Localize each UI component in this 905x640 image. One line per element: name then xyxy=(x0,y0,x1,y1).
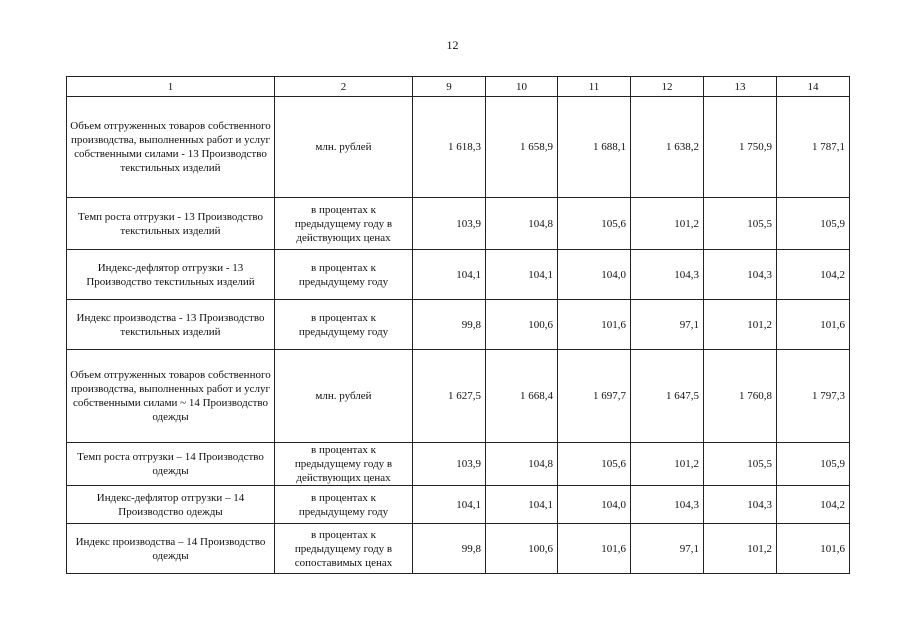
unit-cell: млн. рублей xyxy=(275,350,413,443)
value-cell: 104,0 xyxy=(558,250,631,300)
unit-cell: в процентах к предыдущему году в действующих ценах xyxy=(275,443,413,486)
unit-cell: млн. рублей xyxy=(275,97,413,198)
indicator-cell: Объем отгруженных товаров собственного производства, выполненных работ и услуг собственными силами - 13 Производство текстильных изделий xyxy=(67,97,275,198)
value-cell: 105,6 xyxy=(558,443,631,486)
value-cell: 99,8 xyxy=(413,300,486,350)
table-row xyxy=(67,524,850,574)
value-cell: 1 668,4 xyxy=(486,350,558,443)
value-cell: 101,2 xyxy=(704,300,777,350)
value-cell: 104,3 xyxy=(704,486,777,524)
column-header: 12 xyxy=(631,77,704,97)
value-cell: 104,1 xyxy=(413,250,486,300)
value-cell: 101,2 xyxy=(704,524,777,574)
indicator-cell: Темп роста отгрузки – 14 Производство одежды xyxy=(67,443,275,486)
unit-cell: в процентах к предыдущему году в сопоставимых ценах xyxy=(275,524,413,574)
table-row xyxy=(67,443,850,486)
unit-cell: в процентах к предыдущему году xyxy=(275,300,413,350)
indicator-cell: Индекс производства – 14 Производство одежды xyxy=(67,524,275,574)
value-cell: 105,5 xyxy=(704,443,777,486)
indicator-cell: Индекс-дефлятор отгрузки – 14 Производство одежды xyxy=(67,486,275,524)
value-cell: 104,1 xyxy=(486,486,558,524)
indicator-cell: Объем отгруженных товаров собственного производства, выполненных работ и услуг собственными силами ~ 14 Производство одежды xyxy=(67,350,275,443)
table-row xyxy=(67,198,850,250)
value-cell: 101,2 xyxy=(631,198,704,250)
value-cell: 104,1 xyxy=(486,250,558,300)
value-cell: 1 647,5 xyxy=(631,350,704,443)
value-cell: 101,6 xyxy=(777,524,850,574)
unit-cell: в процентах к предыдущему году xyxy=(275,250,413,300)
table-row xyxy=(67,97,850,198)
table-row xyxy=(67,300,850,350)
value-cell: 1 688,1 xyxy=(558,97,631,198)
value-cell: 104,3 xyxy=(631,250,704,300)
column-header: 1 xyxy=(67,77,275,97)
value-cell: 103,9 xyxy=(413,443,486,486)
value-cell: 1 618,3 xyxy=(413,97,486,198)
table-row xyxy=(67,486,850,524)
value-cell: 99,8 xyxy=(413,524,486,574)
value-cell: 100,6 xyxy=(486,300,558,350)
value-cell: 1 787,1 xyxy=(777,97,850,198)
column-header: 9 xyxy=(413,77,486,97)
value-cell: 100,6 xyxy=(486,524,558,574)
value-cell: 97,1 xyxy=(631,300,704,350)
value-cell: 1 697,7 xyxy=(558,350,631,443)
header-row xyxy=(67,77,850,97)
value-cell: 103,9 xyxy=(413,198,486,250)
column-header: 14 xyxy=(777,77,850,97)
value-cell: 104,3 xyxy=(631,486,704,524)
unit-cell: в процентах к предыдущему году в действующих ценах xyxy=(275,198,413,250)
value-cell: 105,6 xyxy=(558,198,631,250)
value-cell: 105,5 xyxy=(704,198,777,250)
table-row xyxy=(67,350,850,443)
value-cell: 1 627,5 xyxy=(413,350,486,443)
value-cell: 1 797,3 xyxy=(777,350,850,443)
value-cell: 104,0 xyxy=(558,486,631,524)
indicator-cell: Индекс-дефлятор отгрузки - 13 Производство текстильных изделий xyxy=(67,250,275,300)
value-cell: 104,1 xyxy=(413,486,486,524)
value-cell: 1 750,9 xyxy=(704,97,777,198)
value-cell: 104,2 xyxy=(777,250,850,300)
value-cell: 101,6 xyxy=(558,524,631,574)
column-header: 13 xyxy=(704,77,777,97)
value-cell: 101,2 xyxy=(631,443,704,486)
column-header: 2 xyxy=(275,77,413,97)
value-cell: 105,9 xyxy=(777,443,850,486)
value-cell: 104,2 xyxy=(777,486,850,524)
data-table xyxy=(66,76,850,574)
unit-cell: в процентах к предыдущему году xyxy=(275,486,413,524)
column-header: 10 xyxy=(486,77,558,97)
column-header: 11 xyxy=(558,77,631,97)
value-cell: 1 638,2 xyxy=(631,97,704,198)
value-cell: 97,1 xyxy=(631,524,704,574)
value-cell: 104,8 xyxy=(486,443,558,486)
indicator-cell: Темп роста отгрузки - 13 Производство текстильных изделий xyxy=(67,198,275,250)
value-cell: 101,6 xyxy=(558,300,631,350)
value-cell: 105,9 xyxy=(777,198,850,250)
table-row xyxy=(67,250,850,300)
value-cell: 1 760,8 xyxy=(704,350,777,443)
indicator-cell: Индекс производства - 13 Производство текстильных изделий xyxy=(67,300,275,350)
page-number: 12 xyxy=(446,38,459,52)
value-cell: 101,6 xyxy=(777,300,850,350)
value-cell: 1 658,9 xyxy=(486,97,558,198)
value-cell: 104,3 xyxy=(704,250,777,300)
value-cell: 104,8 xyxy=(486,198,558,250)
